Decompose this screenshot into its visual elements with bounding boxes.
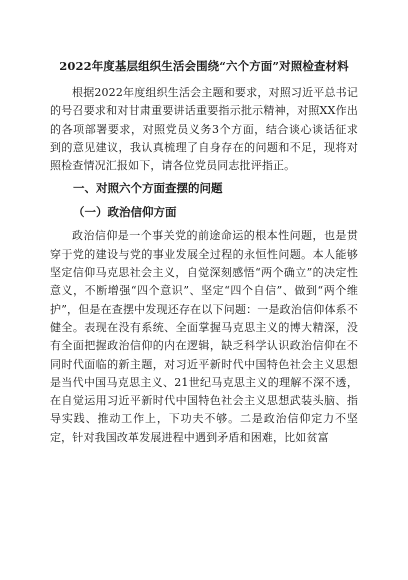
subsection-heading: （一）政治信仰方面 (73, 205, 177, 220)
body-paragraph: 政治信仰是一个事关党的前途命运的根本性问题，也是贯穿于党的建设与党的事业发展全过程的永恒性问题。本人能够坚定信仰马克思社会主义，自觉深刻感悟“两个确立”的决定性意义，不断增强“四个意识”、坚定“四个自信”、做到“两个维护”，但是在查摆中发现还存在以下问题：一是政治信仰体系不健全。表现在没有系统、全面掌握马克思主义的博大精深，没有全面把握政治信仰的内在逻辑，缺乏科学认识政治信仰在不同时代面临的新主题，对习近平新时代中国特色社会主义思想是当代中国马克思主义、21世纪马克思主义的理解不深不透，在自觉运用习近平新时代中国特色社会主义思想武装头脑、指导实践、推动工作上，下功夫不够。二是政治信仰定力不坚定，针对我国改革发展进程中遇到矛盾和困难，比如贫富 (50, 229, 358, 444)
document-title: 2022年度基层组织生活会围绕“六个方面”对照检查材料 (59, 59, 349, 73)
section-heading: 一、对照六个方面查摆的问题 (73, 181, 223, 196)
intro-paragraph: 根据2022年度组织生活会主题和要求，对照习近平总书记的号召要求和对甘肃重要讲话重要指示批示精神，对照XX作出的各项部署要求，对照党员义务3个方面，结合谈心谈话征求到的意见建议，我认真梳理了自身存在的问题和不足，现将对照检查情况汇报如下，请各位党员同志批评指正。 (50, 86, 358, 173)
